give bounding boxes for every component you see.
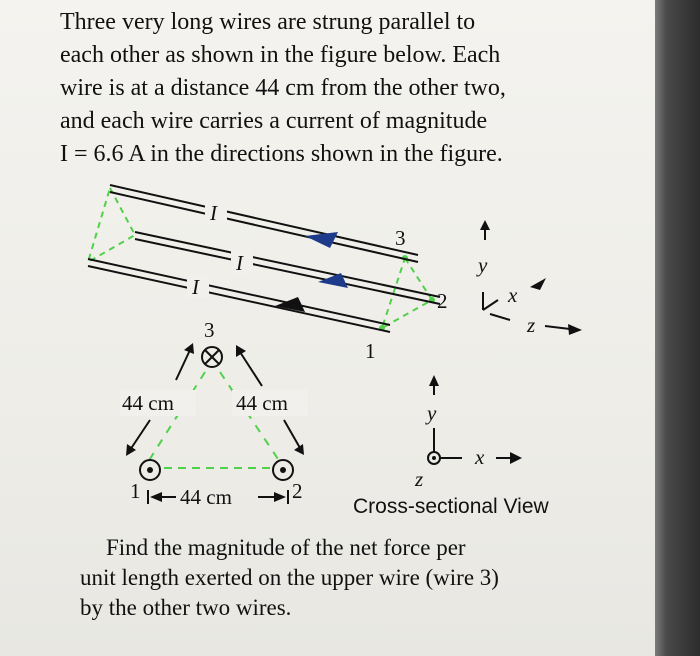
intro-line: and each wire carries a current of magnitude [60, 108, 488, 134]
current-arrow-wire-2 [318, 273, 348, 288]
current-label-wire-1: I [192, 275, 199, 299]
axis-3d-z: z [527, 313, 536, 337]
figure-caption: Cross-sectional View [353, 495, 549, 518]
question-text [80, 533, 600, 623]
axis-3d-x: x [508, 283, 518, 307]
axis-cross-y: y [427, 401, 437, 425]
side-length-left: 44 cm [122, 391, 174, 415]
wire-label-3: 3 [395, 226, 406, 250]
triangle-back [88, 188, 135, 262]
intro-line: wire is at a distance 44 cm from the other two, [60, 75, 506, 101]
cross-wire-label-3: 3 [204, 318, 215, 342]
wire-3 [110, 185, 418, 262]
axes-cross [414, 375, 522, 491]
wire-3d-view [88, 185, 448, 363]
current-arrow-wire-3 [305, 232, 338, 248]
intro-line: each other as shown in the figure below. Each [60, 42, 501, 68]
question-line: by the other two wires. [80, 595, 292, 620]
side-length-right: 44 cm [236, 391, 288, 415]
axes-3d [476, 220, 582, 337]
base-length: 44 cm [180, 485, 232, 509]
question-line: unit length exerted on the upper wire (wire 3) [80, 565, 499, 590]
question-line: Find the magnitude of the net force per [106, 535, 466, 560]
axis-cross-x: x [475, 445, 485, 469]
current-label-wire-2: I [236, 251, 243, 275]
cross-wire-label-1: 1 [130, 479, 141, 503]
cross-section-view [120, 318, 308, 509]
intro-line: Three very long wires are strung parallel to [60, 9, 476, 35]
wire-label-1: 1 [365, 339, 376, 363]
current-label-wire-3: I [210, 201, 217, 225]
axis-cross-z: z [415, 467, 424, 491]
wire-label-2: 2 [437, 289, 448, 313]
cross-wire-label-2: 2 [292, 479, 303, 503]
intro-line: I = 6.6 A in the directions shown in the figure. [60, 141, 503, 167]
axis-3d-y: y [478, 253, 488, 277]
page-edge-shadow [655, 0, 700, 656]
